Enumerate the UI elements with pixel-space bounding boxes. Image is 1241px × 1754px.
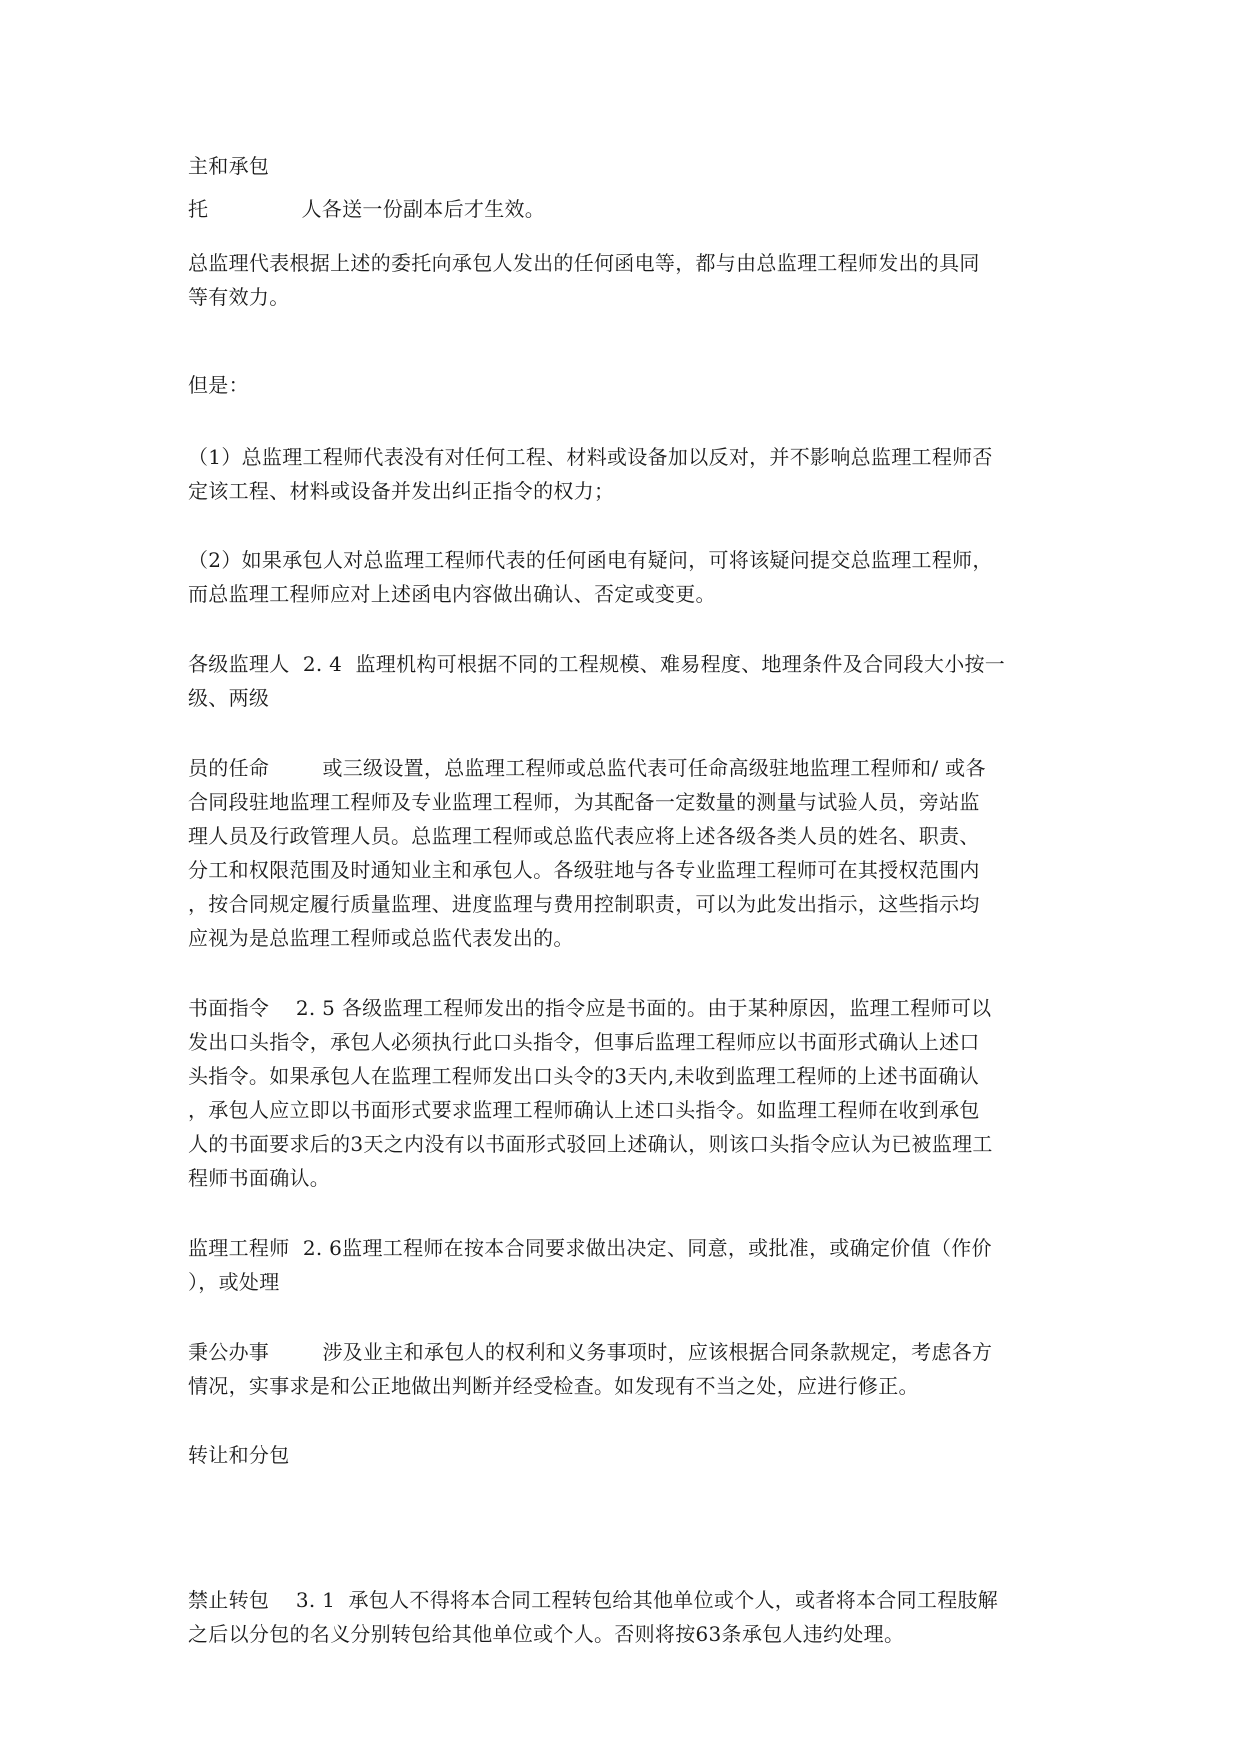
text-line: 但是： <box>188 373 249 397</box>
text-line: ，按合同规定履行质量监理、进度监理与费用控制职责，可以为此发出指示，这些指示均 <box>188 892 980 916</box>
text-line: ，承包人应立即以书面形式要求监理工程师确认上述口头指令。如监理工程师在收到承包 <box>188 1098 980 1122</box>
text-line: （1）总监理工程师代表没有对任何工程、材料或设备加以反对，并不影响总监理工程师否 <box>188 445 993 469</box>
text-line: 情况，实事求是和公正地做出判断并经受检查。如发现有不当之处，应进行修正。 <box>188 1374 919 1398</box>
text-line: 理人员及行政管理人员。总监理工程师或总监代表应将上述各级各类人员的姓名、职责、 <box>188 824 980 848</box>
text-line: 合同段驻地监理工程师及专业监理工程师，为其配备一定数量的测量与试验人员，旁站监 <box>188 790 980 814</box>
text-line: 头指令。如果承包人在监理工程师发出口头令的3天内,未收到监理工程师的上述书面确认 <box>188 1064 980 1088</box>
text-line: 各级监理人 2. 4 监理机构可根据不同的工程规模、难易程度、地理条件及合同段大小按一 <box>188 652 1006 676</box>
text-line: 员的任命 或三级设置，总监理工程师或总监代表可任命高级驻地监理工程师和/ 或各 <box>188 756 986 780</box>
text-line: 书面指令 2. 5 各级监理工程师发出的指令应是书面的。由于某种原因，监理工程师可以 <box>188 996 992 1020</box>
text-line: 托 人各送一份副本后才生效。 <box>188 197 546 221</box>
text-line: （2）如果承包人对总监理工程师代表的任何函电有疑问，可将该疑问提交总监理工程师， <box>188 548 993 572</box>
text-line: 禁止转包 3. 1 承包人不得将本合同工程转包给其他单位或个人，或者将本合同工程肢解 <box>188 1588 999 1612</box>
text-line: 监理工程师 2. 6监理工程师在按本合同要求做出决定、同意，或批准，或确定价值（作价 <box>188 1236 992 1260</box>
text-line: 等有效力。 <box>188 285 290 309</box>
text-line: ），或处理 <box>188 1270 280 1294</box>
text-line: 分工和权限范围及时通知业主和承包人。各级驻地与各专业监理工程师可在其授权范围内 <box>188 858 980 882</box>
text-line: 总监理代表根据上述的委托向承包人发出的任何函电等，都与由总监理工程师发出的具同 <box>188 251 980 275</box>
text-line: 主和承包 <box>188 154 270 178</box>
text-line: 应视为是总监理工程师或总监代表发出的。 <box>188 926 574 950</box>
text-line: 发出口头指令，承包人必须执行此口头指令，但事后监理工程师应以书面形式确认上述口 <box>188 1030 980 1054</box>
text-line: 之后以分包的名义分别转包给其他单位或个人。否则将按63条承包人违约处理。 <box>188 1622 905 1646</box>
text-line: 程师书面确认。 <box>188 1166 331 1190</box>
text-line: 级、两级 <box>188 686 270 710</box>
text-line: 转让和分包 <box>188 1443 290 1467</box>
text-line: 秉公办事 涉及业主和承包人的权利和义务事项时，应该根据合同条款规定，考虑各方 <box>188 1340 993 1364</box>
text-line: 而总监理工程师应对上述函电内容做出确认、否定或变更。 <box>188 582 716 606</box>
text-line: 人的书面要求后的3天之内没有以书面形式驳回上述确认，则该口头指令应认为已被监理工 <box>188 1132 993 1156</box>
text-line: 定该工程、材料或设备并发出纠正指令的权力； <box>188 479 615 503</box>
